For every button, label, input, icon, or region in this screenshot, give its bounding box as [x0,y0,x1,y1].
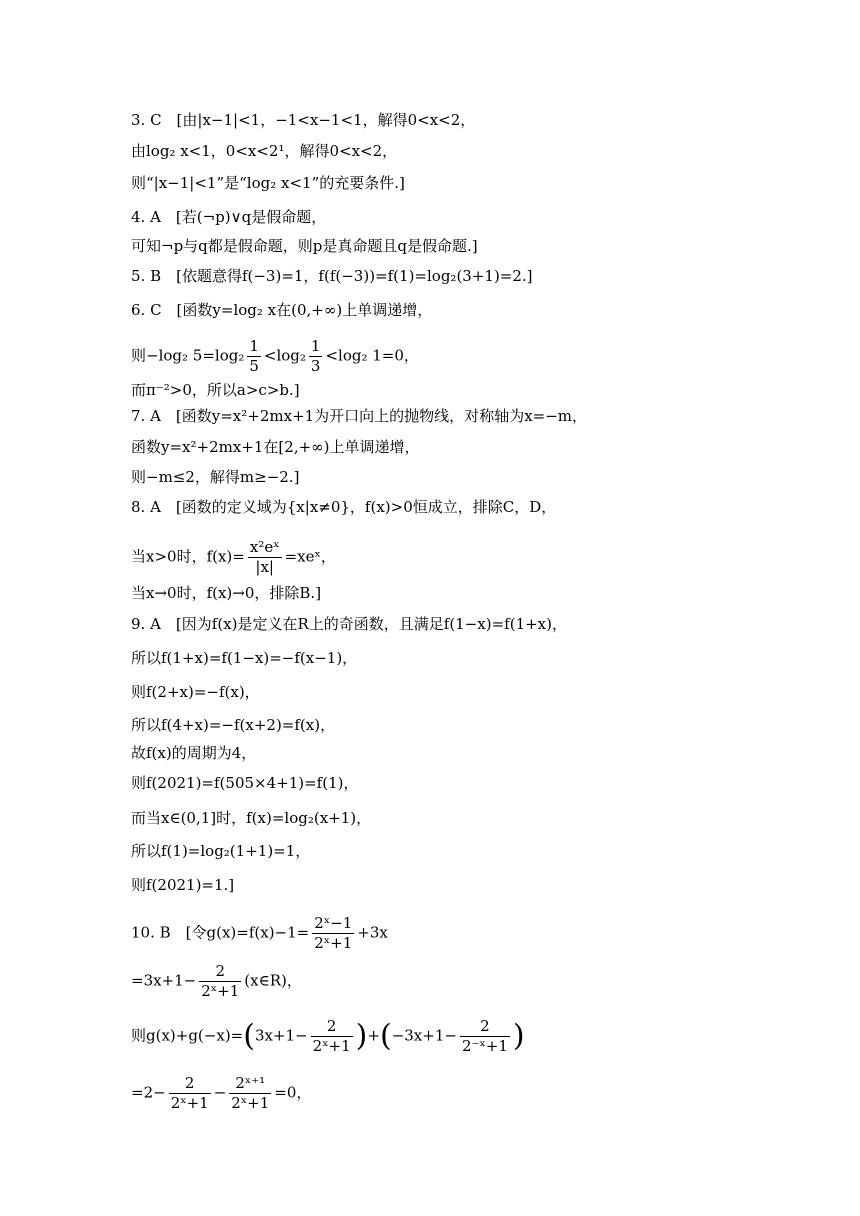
q7-line-2: 函数y=x²+2mx+1在[2,+∞)上单调递增， [131,438,420,456]
q10-l3-paren-2-open: ( [379,1018,392,1054]
q10-l1-fraction-numerator: 2ˣ−1 [314,914,353,932]
q8-line-2 [131,538,336,576]
q6-line-2 [131,337,419,375]
q8-l2-suffix: =xeˣ， [284,547,336,566]
q10-l3-fraction-1 [311,1017,353,1056]
q10-line-2 [131,962,302,1000]
q10-l2-fraction-numerator: 2 [199,962,241,982]
q10-l3-fraction-1-numerator: 2 [311,1017,353,1037]
q9-line-2: 所以f(1+x)=f(1−x)=−f(x−1)， [131,649,358,667]
q10-l1-fraction-denominator: 2ˣ+1 [314,934,353,952]
q10-l3-paren-1-close: ) [355,1018,368,1054]
q8-fraction-numerator: x²eˣ [249,538,280,556]
q6-line-3: 而π⁻²>0，所以a>c>b.] [131,381,300,399]
q10-l3-paren-2-close: ) [512,1018,525,1054]
q9-line-4: 所以f(4+x)=−f(x+2)=f(x)， [131,716,336,734]
q10-l3-paren-1-text: 3x+1− [254,1026,308,1045]
q10-l3-paren-2-text: −3x+1− [391,1026,457,1045]
q10-line-4 [131,1074,312,1112]
q10-line-1 [131,914,388,952]
q6-l2-mid: <log₂ [263,346,306,365]
q6-fraction-1-denominator: 5 [249,357,259,375]
q10-line-3 [131,1017,525,1055]
q10-l3-fraction-2 [460,1017,510,1056]
q9-line-1: 9. A [因为f(x)是定义在R上的奇函数，且满足f(1−x)=f(1+x)， [131,615,567,633]
q9-line-9: 则f(2021)=1.] [131,876,235,894]
q10-l2-prefix: =3x+1− [131,971,197,990]
q9-line-5: 故f(x)的周期为4， [131,744,257,762]
q10-l3-plus: + [367,1026,380,1045]
q9-line-3: 则f(2+x)=−f(x)， [131,683,260,701]
q4-line-2: 可知¬p与q都是假命题，则p是真命题且q是假命题.] [131,237,478,255]
q9-line-6: 则f(2021)=f(505×4+1)=f(1)， [131,774,359,792]
q4-line-1: 4. A [若(¬p)∨q是假命题， [131,208,327,226]
q10-l4-fraction-2 [229,1074,271,1113]
q6-fraction-1-numerator: 1 [249,337,259,355]
q8-l2-prefix: 当x>0时，f(x)= [131,547,245,566]
q6-fraction-2-denominator: 3 [310,357,321,375]
q10-l1-suffix: +3x [357,923,388,942]
q8-fraction [248,538,282,577]
q10-l2-suffix: (x∈R)， [244,971,302,990]
q10-l3-fraction-2-numerator: 2 [460,1017,510,1037]
q10-l3-paren-1-open: ( [243,1018,255,1054]
q8-line-3: 当x→0时，f(x)→0，排除B.] [131,584,322,602]
q3-line-2: 由log₂ x<1，0<x<2¹，解得0<x<2， [131,142,398,160]
q10-l3-fraction-2-denominator: 2⁻ˣ+1 [461,1037,508,1055]
q10-l4-fraction-2-numerator: 2ˣ⁺¹ [229,1074,271,1094]
q6-line-1: 6. C [函数y=log₂ x在(0,+∞)上单调递增， [131,301,433,319]
q7-line-1: 7. A [函数y=x²+2mx+1为开口向上的抛物线，对称轴为x=−m， [131,407,588,425]
q6-fraction-2-numerator: 1 [310,337,321,355]
q8-fraction-denominator: |x| [255,558,274,576]
q6-fraction-2 [309,337,323,376]
q10-l4-fraction-1-denominator: 2ˣ+1 [170,1094,209,1112]
q6-fraction-1 [247,337,261,376]
q10-l3-prefix: 则g(x)+g(−x)= [131,1026,244,1045]
q10-l4-fraction-1 [169,1074,211,1113]
q10-l2-fraction [199,962,241,1001]
q10-l3-fraction-1-denominator: 2ˣ+1 [312,1037,351,1055]
q10-l2-fraction-denominator: 2ˣ+1 [201,982,240,1000]
q10-l4-minus: − [213,1083,227,1102]
q3-line-3: 则“|x−1|<1”是“log₂ x<1”的充要条件.] [131,174,405,192]
q10-l4-suffix: =0， [274,1083,312,1102]
q6-l2-suffix: <log₂ 1=0， [325,346,419,365]
q3-line-1: 3. C [由|x−1|<1，−1<x−1<1，解得0<x<2， [131,111,476,129]
q10-l1-prefix: 10. B [令g(x)=f(x)−1= [131,923,310,942]
q9-line-8: 所以f(1)=log₂(1+1)=1， [131,842,311,860]
q6-l2-prefix: 则−log₂ 5=log₂ [131,346,245,365]
q7-line-3: 则−m≤2，解得m≥−2.] [131,468,300,486]
q9-line-7: 而当x∈(0,1]时，f(x)=log₂(x+1)， [131,809,372,827]
q8-line-1: 8. A [函数的定义域为{x|x≠0}，f(x)>0恒成立，排除C，D， [131,498,557,516]
q10-l4-prefix: =2− [131,1083,166,1102]
q10-l4-fraction-2-denominator: 2ˣ+1 [231,1094,270,1112]
q5-line-1: 5. B [依题意得f(−3)=1，f(f(−3))=f(1)=log₂(3+1)=2.] [131,267,533,285]
q10-l4-fraction-1-numerator: 2 [169,1074,211,1094]
q10-l1-fraction [312,914,354,953]
